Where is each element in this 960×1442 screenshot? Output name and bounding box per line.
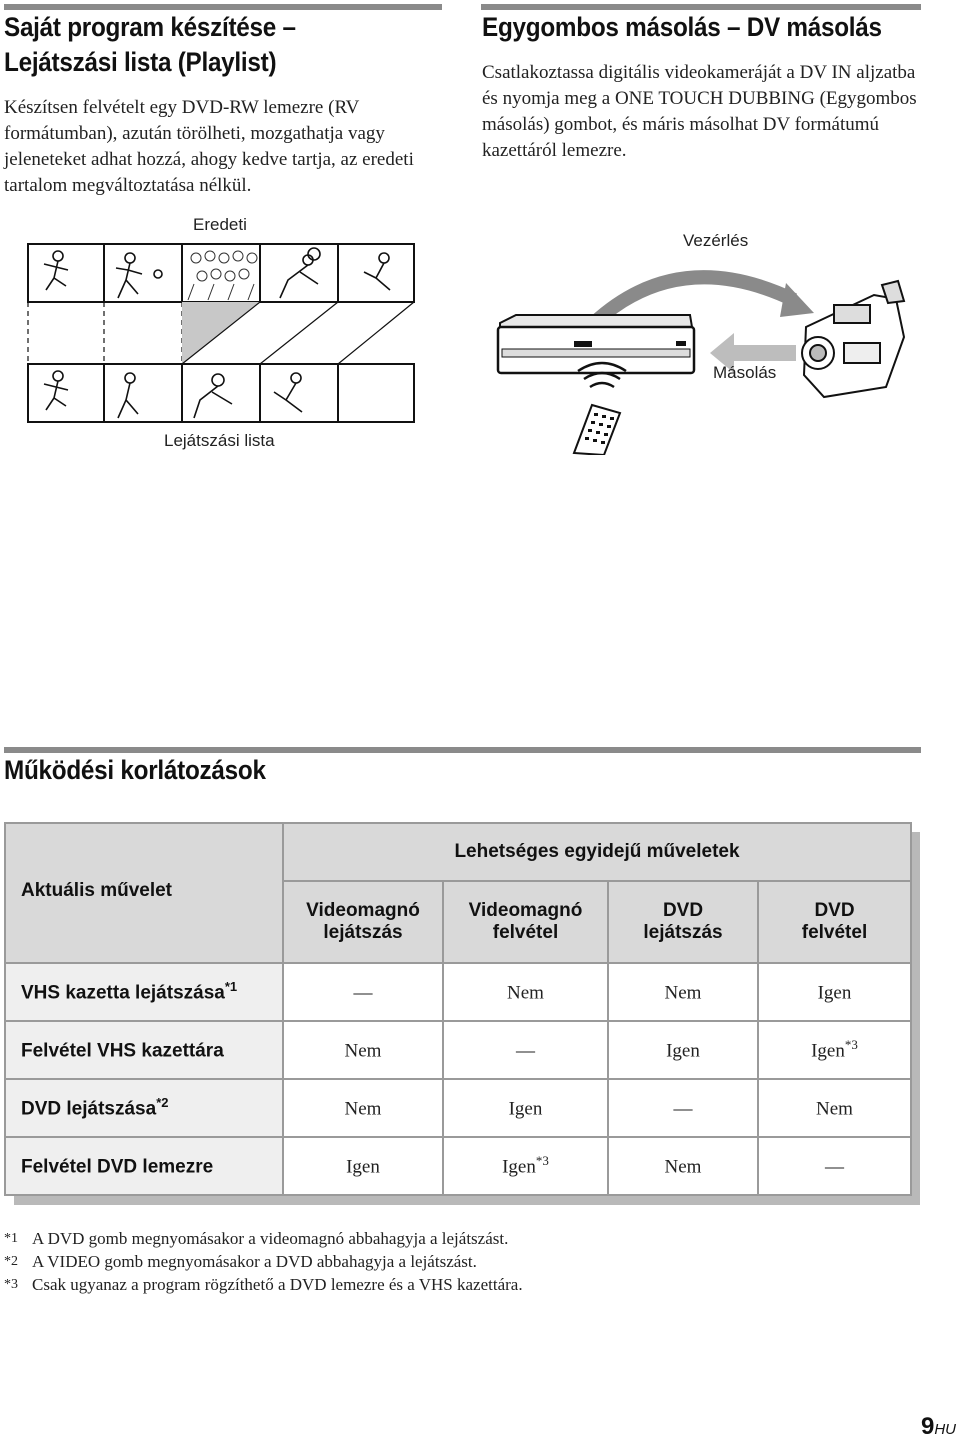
row-label-text: Felvétel VHS kazettára [21,1040,224,1062]
cell-value: — [825,1156,844,1178]
cell-value: Nem [664,982,702,1004]
original-label: Eredeti [193,215,247,234]
footnote [4,1251,477,1273]
cell-value: Igen [346,1156,380,1178]
row-label-text: VHS kazetta lejátszása [21,982,225,1004]
footnote-mark: *1 [4,1231,18,1246]
cell-value: Nem [664,1156,702,1178]
cell-value: Igen [508,1098,543,1120]
column-header-line: Videomagnó [306,900,420,921]
dv-dubbing-heading: Egygombos másolás – DV másolás [482,12,882,42]
cell-value: Nem [816,1098,853,1120]
column-header [608,881,758,963]
footnote-text: A VIDEO gomb megnyomásakor a DVD abbahagyja a lejátszást. [32,1252,477,1271]
footnote-mark: *3 [4,1277,18,1292]
table-cell [443,1021,608,1079]
cell-value: — [353,982,373,1004]
restrictions-table-container [4,822,910,1195]
restrictions-table [4,822,912,1196]
playlist-body: Készítsen felvételt egy DVD-RW lemezre (RV formátumban), azután törölheti, mozgathatja vagy jeleneteket adhat hozzá, ahogy kedve tartja, az eredeti tartalom megváltoztatása nélkül. [4,97,414,196]
cell-value: Nem [344,1040,382,1062]
table-cell [283,1137,443,1195]
cell-value: Igen [817,982,852,1004]
cell-value: Igen [811,1040,845,1062]
column-header-line: felvétel [801,922,868,943]
cell-value: Igen [666,1040,700,1062]
table-row [5,963,911,1021]
playlist-heading-line1: Saját program készítése – [4,12,296,42]
playlist-heading-line2: Lejátszási lista (Playlist) [4,47,277,77]
table-cell [283,1079,443,1137]
column-header-line: Videomagnó [468,900,583,921]
table-cell [758,1021,911,1079]
table-cell [283,1021,443,1079]
page-number: 9HU [920,1413,956,1440]
table-row [5,1137,911,1195]
table-cell [283,963,443,1021]
column-header [443,881,608,963]
footnote-mark: *2 [4,1254,18,1269]
row-label-text: DVD lejátszása [21,1098,157,1120]
restrictions-heading: Működési korlátozások [4,755,266,785]
row-label-text: Felvétel DVD lemezre [21,1156,214,1178]
row-label [5,963,283,1021]
footnote-text: Csak ugyanaz a program rögzíthető a DVD lemezre és a VHS kazettára. [32,1275,523,1294]
dv-dubbing-body: Csatlakoztassa digitális videokameráját a DV IN aljzatba és nyomja meg a ONE TOUCH DUBBING (Egygombos másolás) gombot, és máris másolhat DV formátumú kazettáról lemezre. [482,62,917,161]
dv-dubbing-figure [494,255,914,455]
row-note: *1 [224,979,238,995]
playlist-label: Lejátszási lista [164,431,275,450]
cell-value: Nem [507,982,544,1004]
table-cell [443,1137,608,1195]
footnote-text: A DVD gomb megnyomásakor a videomagnó abbahagyja a lejátszást. [32,1229,509,1248]
camcorder-icon [802,281,904,397]
table-cell [608,963,758,1021]
footnote [4,1228,508,1250]
table-cell [758,1137,911,1195]
table-cell [758,963,911,1021]
row-label [5,1137,283,1195]
column-header-line: lejátszás [643,922,723,943]
column-header [283,881,443,963]
cell-note: *3 [844,1037,858,1053]
row-note: *2 [156,1095,169,1111]
row-label [5,1079,283,1137]
column-header-line: DVD [662,900,704,921]
cell-value: Nem [344,1098,382,1120]
remote-control-icon [574,363,626,455]
table-row [5,1079,911,1137]
table-cell [608,1079,758,1137]
table-cell [608,1137,758,1195]
cell-value: — [673,1098,693,1120]
playlist-film-strip [28,364,414,422]
row-label [5,1021,283,1079]
header-possible-operations: Lehetséges egyidejű műveletek [283,823,911,881]
table-cell [608,1021,758,1079]
table-cell [758,1079,911,1137]
cell-value: Igen [502,1156,536,1178]
cell-note: *3 [535,1153,549,1169]
column-header-line: felvétel [492,922,559,943]
column-header-line: DVD [814,900,855,921]
table-row [5,1021,911,1079]
playlist-heading [4,10,296,80]
table-cell [443,963,608,1021]
cell-value: — [516,1040,535,1062]
footnote [4,1274,523,1296]
column-header [758,881,911,963]
header-current-operation: Aktuális művelet [5,823,283,963]
copy-label: Másolás [713,363,777,382]
column-header-line: lejátszás [323,922,403,943]
control-label: Vezérlés [683,231,749,250]
table-cell [443,1079,608,1137]
playlist-figure [18,240,428,430]
